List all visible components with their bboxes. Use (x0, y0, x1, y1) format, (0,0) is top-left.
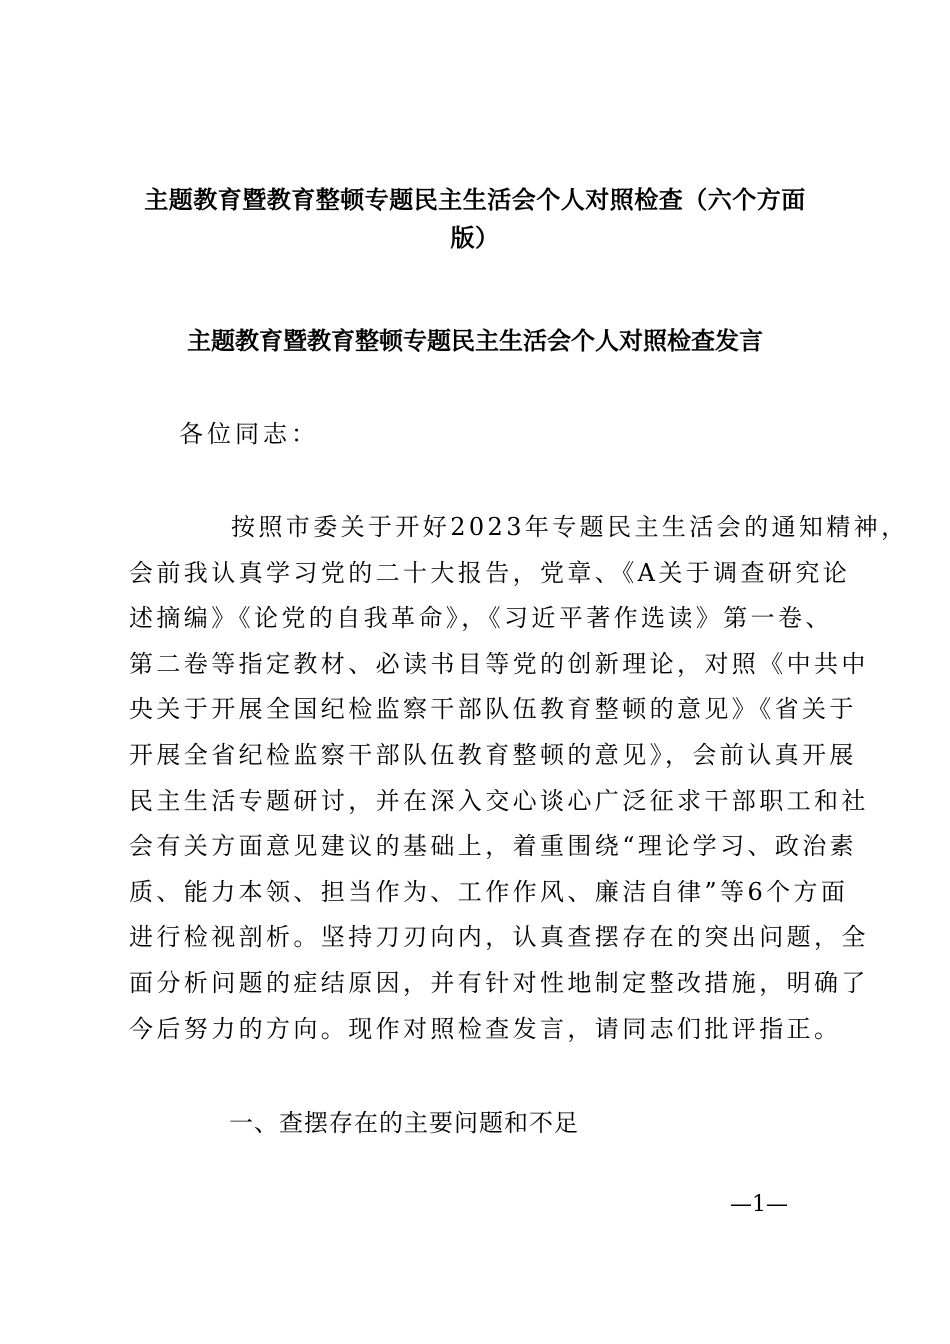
body-line: 述摘编》《论党的自我革命》，《习近平著作选读》第一卷、 (129, 604, 833, 633)
body-line: 第二卷等指定教材、必读书目等党的创新理论，对照《中共中 (129, 649, 869, 678)
body-line: 面分析问题的症结原因，并有针对性地制定整改措施，明确了 (129, 968, 869, 997)
body-paragraph (129, 505, 909, 1052)
body-line: 进行检视剖析。坚持刀刃向内，认真查摆存在的突出问题，全 (129, 923, 869, 952)
salutation: 各位同志： (179, 420, 319, 448)
document-title-line: 版） (450, 223, 500, 252)
page-number: —1— (730, 1192, 788, 1217)
body-line: 按照市委关于开好2023年专题民主生活会的通知精神， (231, 513, 909, 541)
section-heading: 一、查摆存在的主要问题和不足 (229, 1109, 579, 1137)
body-line: 会前我认真学习党的二十大报告，党章、《A关于调查研究论 (129, 558, 851, 587)
body-line: 民主生活专题研讨，并在深入交心谈心广泛征求干部职工和社 (129, 786, 869, 815)
document-subtitle: 主题教育暨教育整顿专题民主生活会个人对照检查发言 (187, 326, 763, 355)
document-title (120, 181, 830, 257)
body-line: 会有关方面意见建议的基础上，着重围绕“理论学习、政治素 (129, 832, 858, 861)
body-line: 质、能力本领、担当作为、工作作风、廉洁自律”等6个方面 (129, 877, 849, 906)
body-line: 开展全省纪检监察干部队伍教育整顿的意见》，会前认真开展 (129, 740, 857, 769)
body-line: 央关于开展全国纪检监察干部队伍教育整顿的意见》《省关于 (129, 695, 857, 724)
body-line: 今后努力的方向。现作对照检查发言，请同志们批评指正。 (129, 1014, 842, 1043)
document-title-line: 主题教育暨教育整顿专题民主生活会个人对照检查（六个方面 (144, 185, 806, 214)
